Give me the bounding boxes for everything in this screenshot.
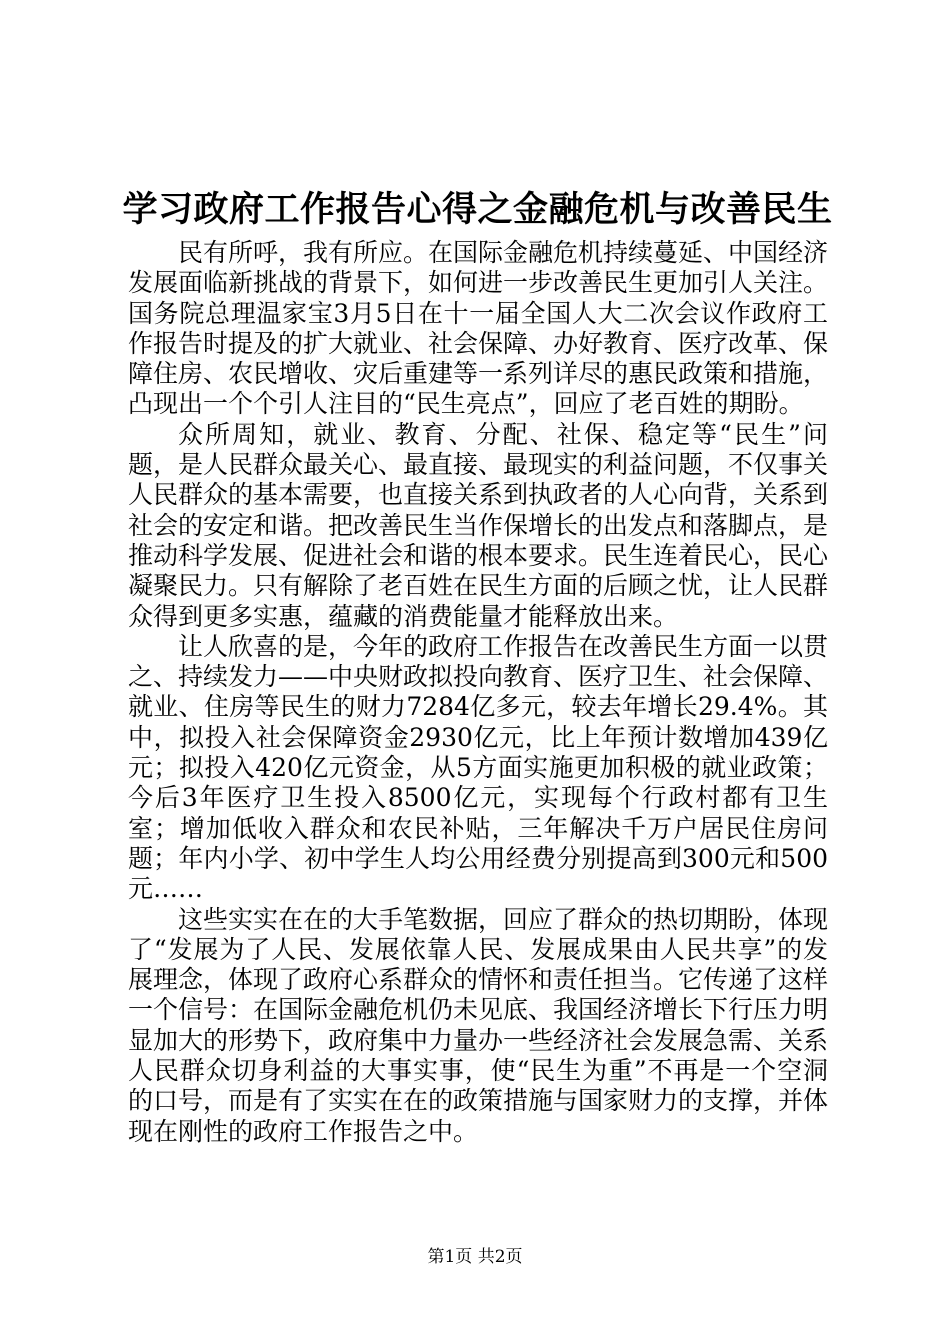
paragraph-4: 这些实实在在的大手笔数据，回应了群众的热切期盼，体现了“发展为了人民、发展依靠人民、发展成果由人民共享”的发展理念，体现了政府心系群众的情怀和责任担当。它传递了这样一个信号：在国际金融危机仍未见底、我国经济增长下行压力明显加大的形势下，政府集中力量办一些经济社会发展急需、关系人民群众切身利益的大事实事，使“民生为重”不再是一个空洞的口号，而是有了实实在在的政策措施与国家财力的支撑，并体现在刚性的政府工作报告之中。 [128,904,829,1146]
paragraph-1: 民有所呼，我有所应。在国际金融危机持续蔓延、中国经济发展面临新挑战的背景下，如何进一步改善民生更加引人关注。国务院总理温家宝3月5日在十一届全国人大二次会议作政府工作报告时提及的扩大就业、社会保障、办好教育、医疗改革、保障住房、农民增收、灾后重建等一系列详尽的惠民政策和措施，凸现出一个个引人注目的“民生亮点”，回应了老百姓的期盼。 [128,238,829,419]
page-number-footer: 第1页 共2页 [427,1247,523,1267]
document-body [128,238,828,1147]
paragraph-2: 众所周知，就业、教育、分配、社保、稳定等“民生”问题，是人民群众最关心、最直接、最现实的利益问题，不仅事关人民群众的基本需要，也直接关系到执政者的人心向背，关系到社会的安定和谐。把改善民生当作保增长的出发点和落脚点，是推动科学发展、促进社会和谐的根本要求。民生连着民心，民心凝聚民力。只有解除了老百姓在民生方面的后顾之忧，让人民群众得到更多实惠，蕴藏的消费能量才能释放出来。 [128,419,829,631]
document-title: 学习政府工作报告心得之金融危机与改善民生 [122,189,833,230]
paragraph-3: 让人欣喜的是，今年的政府工作报告在改善民生方面一以贯之、持续发力——中央财政拟投向教育、医疗卫生、社会保障、就业、住房等民生的财力7284亿多元，较去年增长29.4%。其中，拟投入社会保障资金2930亿元，比上年预计数增加439亿元；拟投入420亿元资金，从5方面实施更加积极的就业政策；今后3年医疗卫生投入8500亿元，实现每个行政村都有卫生室；增加低收入群众和农民补贴，三年解决千万户居民住房问题；年内小学、初中学生人均公用经费分别提高到300元和500元…… [128,631,829,904]
